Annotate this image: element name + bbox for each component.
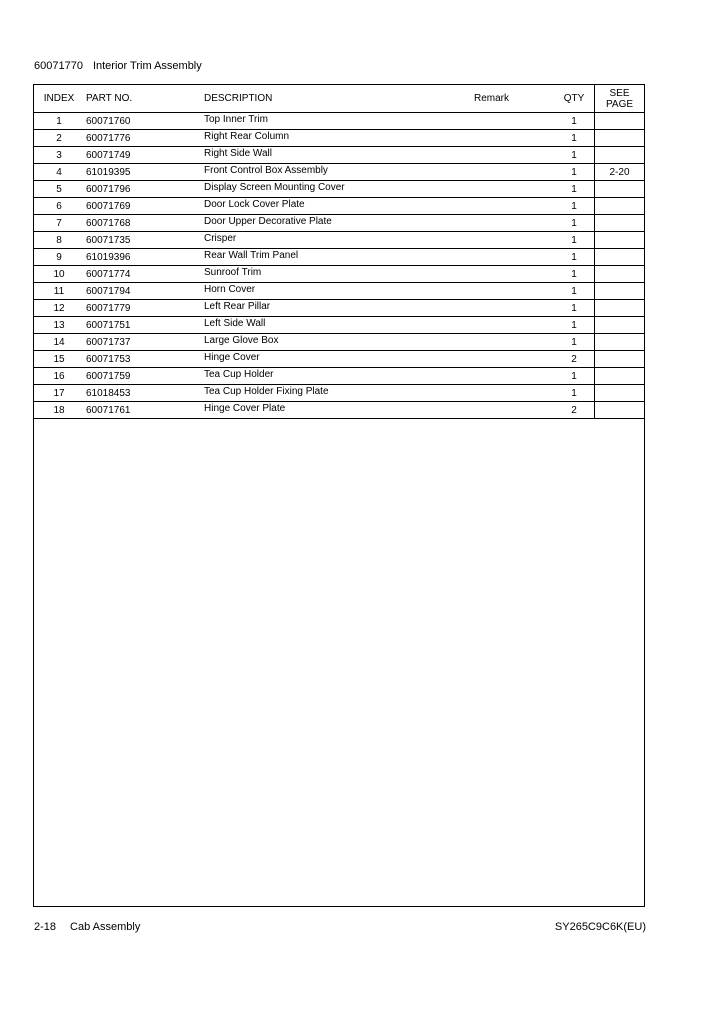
cell-description: Top Inner Trim [204, 111, 474, 128]
cell-index: 9 [34, 249, 84, 266]
cell-qty: 1 [554, 283, 595, 300]
cell-description: Right Side Wall [204, 145, 474, 162]
table-row [34, 402, 644, 419]
cell-remark [474, 232, 554, 249]
cell-remark [474, 249, 554, 266]
cell-index: 8 [34, 232, 84, 249]
cell-qty: 1 [554, 368, 595, 385]
page-number: 2-18 [34, 921, 57, 933]
cell-remark [474, 368, 554, 385]
cell-index: 4 [34, 164, 84, 181]
cell-qty: 1 [554, 266, 595, 283]
cell-part-no: 61019395 [84, 164, 204, 181]
column-header-index: INDEX [34, 85, 84, 113]
column-header-part-no: PART NO. [84, 85, 204, 113]
cell-index: 11 [34, 283, 84, 300]
cell-see-page [595, 215, 645, 232]
cell-part-no: 60071760 [84, 113, 204, 130]
cell-remark [474, 300, 554, 317]
cell-remark [474, 351, 554, 368]
cell-description: Left Side Wall [204, 315, 474, 332]
cell-description: Door Upper Decorative Plate [204, 213, 474, 230]
cell-qty: 1 [554, 113, 595, 130]
cell-part-no: 60071735 [84, 232, 204, 249]
cell-part-no: 60071779 [84, 300, 204, 317]
section-name: Cab Assembly [70, 921, 141, 933]
cell-part-no: 60071737 [84, 334, 204, 351]
cell-qty: 1 [554, 215, 595, 232]
parts-list-frame [33, 84, 645, 907]
cell-index: 3 [34, 147, 84, 164]
cell-qty: 1 [554, 181, 595, 198]
cell-see-page: 2-20 [595, 164, 645, 181]
cell-part-no: 60071753 [84, 351, 204, 368]
cell-see-page [595, 249, 645, 266]
cell-description: Sunroof Trim [204, 264, 474, 281]
cell-see-page [595, 385, 645, 402]
cell-part-no: 60071768 [84, 215, 204, 232]
cell-description: Left Rear Pillar [204, 298, 474, 315]
cell-remark [474, 266, 554, 283]
cell-index: 13 [34, 317, 84, 334]
cell-index: 14 [34, 334, 84, 351]
cell-see-page [595, 334, 645, 351]
cell-remark [474, 215, 554, 232]
cell-remark [474, 113, 554, 130]
cell-remark [474, 385, 554, 402]
cell-description: Rear Wall Trim Panel [204, 247, 474, 264]
cell-part-no: 60071796 [84, 181, 204, 198]
parts-table [34, 85, 644, 419]
cell-qty: 1 [554, 249, 595, 266]
column-header-see-page [595, 85, 645, 113]
parts-table-body [34, 113, 644, 419]
cell-description: Tea Cup Holder Fixing Plate [204, 383, 474, 400]
cell-description: Horn Cover [204, 281, 474, 298]
cell-part-no: 60071759 [84, 368, 204, 385]
table-header-row [34, 85, 644, 113]
column-header-remark: Remark [474, 85, 554, 113]
cell-index: 7 [34, 215, 84, 232]
cell-part-no: 60071774 [84, 266, 204, 283]
cell-see-page [595, 198, 645, 215]
cell-index: 6 [34, 198, 84, 215]
cell-see-page [595, 113, 645, 130]
cell-index: 5 [34, 181, 84, 198]
cell-part-no: 60071769 [84, 198, 204, 215]
cell-part-no: 61018453 [84, 385, 204, 402]
cell-remark [474, 402, 554, 419]
column-header-description: DESCRIPTION [204, 85, 474, 113]
cell-description: Display Screen Mounting Cover [204, 179, 474, 196]
cell-qty: 1 [554, 317, 595, 334]
cell-description: Hinge Cover [204, 349, 474, 366]
cell-see-page [595, 402, 645, 419]
cell-see-page [595, 351, 645, 368]
cell-index: 17 [34, 385, 84, 402]
cell-remark [474, 147, 554, 164]
cell-part-no: 60071751 [84, 317, 204, 334]
cell-qty: 1 [554, 198, 595, 215]
cell-qty: 1 [554, 300, 595, 317]
cell-see-page [595, 147, 645, 164]
cell-qty: 2 [554, 402, 595, 419]
cell-qty: 2 [554, 351, 595, 368]
cell-description: Right Rear Column [204, 128, 474, 145]
cell-see-page [595, 317, 645, 334]
cell-index: 16 [34, 368, 84, 385]
cell-description: Tea Cup Holder [204, 366, 474, 383]
cell-qty: 1 [554, 232, 595, 249]
cell-part-no: 61019396 [84, 249, 204, 266]
cell-part-no: 60071749 [84, 147, 204, 164]
cell-index: 2 [34, 130, 84, 147]
cell-see-page [595, 266, 645, 283]
cell-qty: 1 [554, 164, 595, 181]
see-page-line2: PAGE [605, 98, 634, 110]
cell-qty: 1 [554, 130, 595, 147]
cell-see-page [595, 232, 645, 249]
cell-see-page [595, 130, 645, 147]
page-heading [34, 60, 202, 72]
page-footer-left [34, 921, 140, 933]
cell-description: Hinge Cover Plate [204, 400, 474, 417]
cell-qty: 1 [554, 334, 595, 351]
cell-remark [474, 317, 554, 334]
cell-description: Door Lock Cover Plate [204, 196, 474, 213]
cell-index: 10 [34, 266, 84, 283]
see-page-line1: SEE [609, 87, 630, 99]
cell-index: 15 [34, 351, 84, 368]
cell-qty: 1 [554, 147, 595, 164]
cell-part-no: 60071776 [84, 130, 204, 147]
cell-see-page [595, 181, 645, 198]
cell-description: Crisper [204, 230, 474, 247]
assembly-number: 60071770 [34, 60, 83, 72]
cell-index: 18 [34, 402, 84, 419]
cell-part-no: 60071794 [84, 283, 204, 300]
assembly-name: Interior Trim Assembly [92, 60, 202, 72]
cell-see-page [595, 300, 645, 317]
cell-qty: 1 [554, 385, 595, 402]
cell-remark [474, 164, 554, 181]
cell-remark [474, 130, 554, 147]
cell-remark [474, 181, 554, 198]
model-name: SY265C9C6K(EU) [554, 921, 646, 933]
cell-remark [474, 198, 554, 215]
cell-remark [474, 334, 554, 351]
cell-description: Large Glove Box [204, 332, 474, 349]
cell-index: 12 [34, 300, 84, 317]
column-header-qty: QTY [554, 85, 595, 113]
cell-see-page [595, 368, 645, 385]
cell-index: 1 [34, 113, 84, 130]
cell-see-page [595, 283, 645, 300]
cell-part-no: 60071761 [84, 402, 204, 419]
cell-remark [474, 283, 554, 300]
cell-description: Front Control Box Assembly [204, 162, 474, 179]
